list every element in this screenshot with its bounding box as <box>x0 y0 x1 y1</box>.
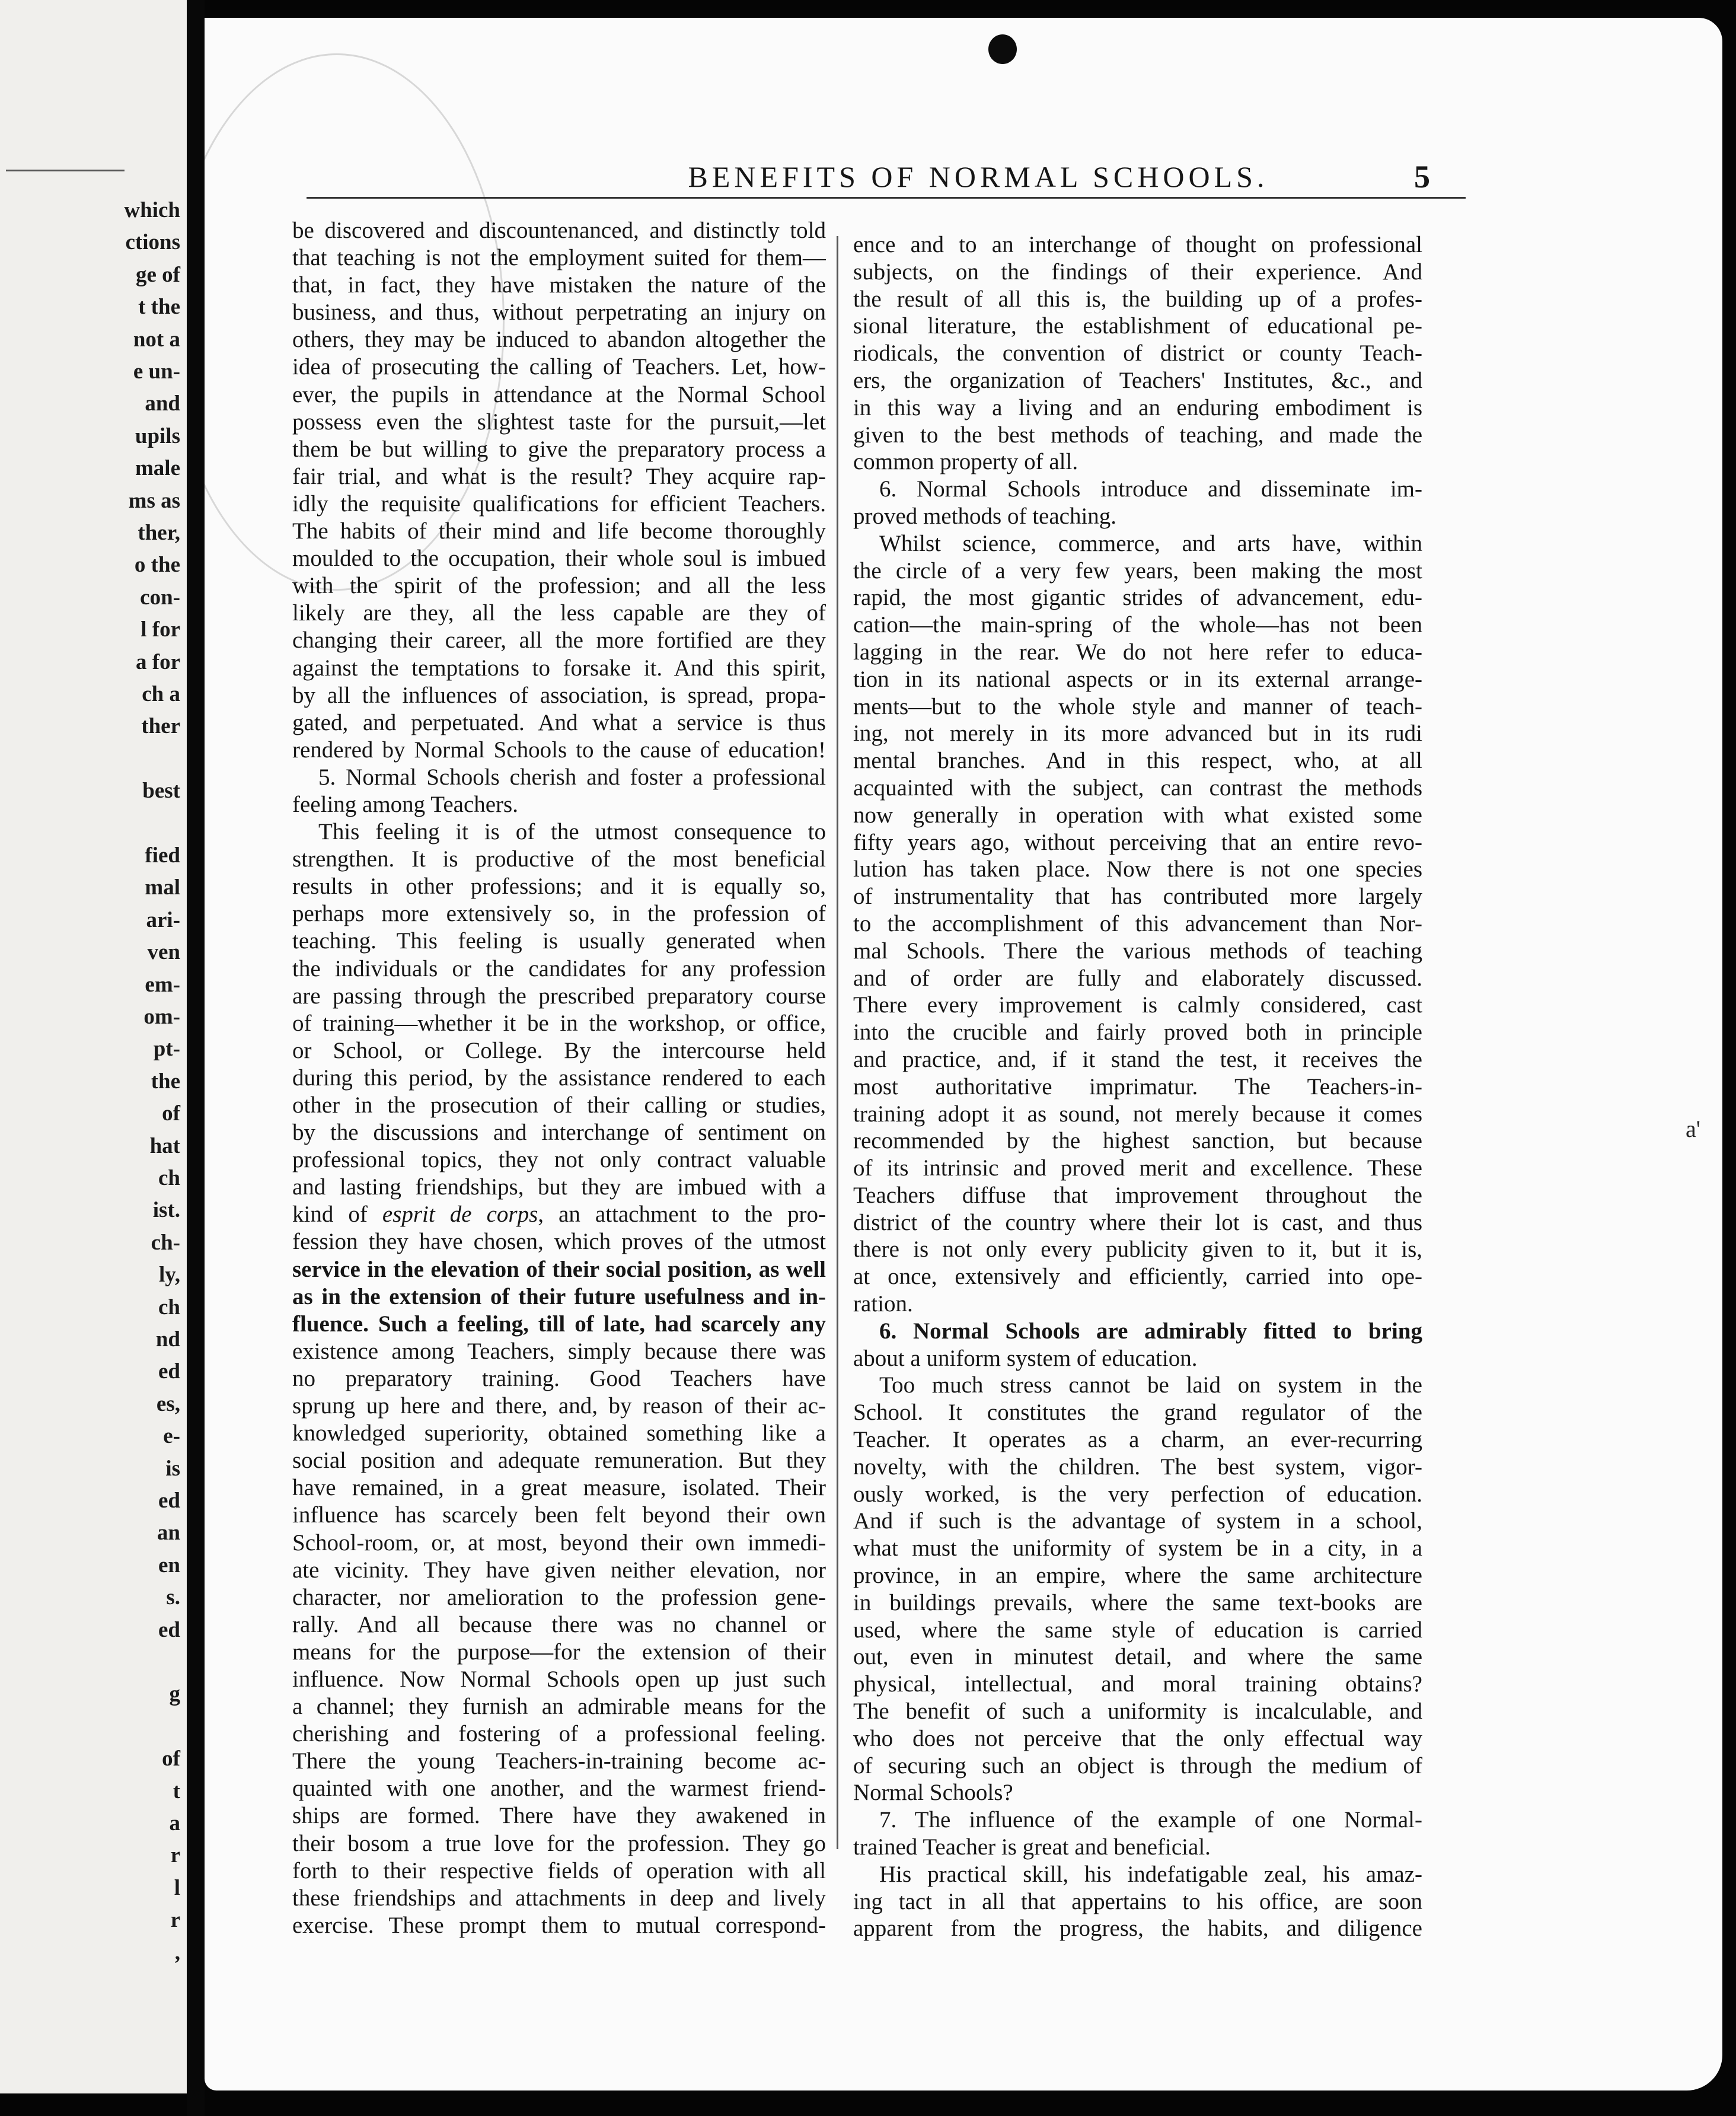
text-line: used, where the same style of education is carried <box>853 1617 1422 1643</box>
text-line: knowledged superiority, obtained something like a <box>292 1420 826 1446</box>
text-line: strengthen. It is productive of the most beneficial <box>292 846 826 872</box>
adjacent-page-word: s. <box>166 1585 180 1610</box>
adjacent-page-word: male <box>135 456 180 481</box>
text-line: at once, extensively and efficiently, carried into ope- <box>853 1264 1422 1290</box>
text-line: to the accomplishment of this advancement than Nor- <box>853 910 1422 936</box>
text-line: feeling among Teachers. <box>292 791 518 817</box>
text-line: ers, the organization of Teachers' Institutes, &c., and <box>853 367 1422 393</box>
text-line: sprung up here and there, and, by reason of their ac- <box>292 1393 826 1419</box>
running-header-title: BENEFITS OF NORMAL SCHOOLS. <box>688 160 1269 193</box>
adjacent-page-word <box>2 1967 180 2003</box>
adjacent-page-word: l for <box>141 617 180 642</box>
text-line: ence and to an interchange of thought on professional <box>853 232 1422 257</box>
text-line: their bosom a true love for the profession. They go <box>292 1830 826 1856</box>
text-line: cation—the main-spring of the whole—has not been <box>853 612 1422 638</box>
adjacent-page-word: fied <box>145 843 180 868</box>
adjacent-page-word <box>2 806 180 842</box>
adjacent-page-word: of <box>162 1747 180 1771</box>
text-line: 5. Normal Schools cherish and foster a professional <box>318 764 826 790</box>
text-line: teaching. This feeling is usually generated when <box>292 928 826 954</box>
text-line: There every improvement is calmly considered, cast <box>853 992 1422 1018</box>
text-line: Too much stress cannot be laid on system in the <box>879 1372 1422 1398</box>
text-line: have remained, in a great measure, isolated. Their <box>292 1475 826 1501</box>
text-line: ing, not merely in its more advanced but in its rudi <box>853 721 1422 747</box>
text-line: the circle of a very few years, been making the most <box>853 557 1422 584</box>
adjacent-page-word: ch <box>158 1166 180 1190</box>
text-line: tion in its national aspects or in its external arrange- <box>853 666 1422 692</box>
text-line: exercise. These prompt them to mutual correspond- <box>292 1912 826 1938</box>
text-line: about a uniform system of education. <box>853 1345 1198 1371</box>
text-line: This feeling it is of the utmost consequence to <box>318 819 826 845</box>
left-text-column <box>292 217 826 1939</box>
text-line: now generally in operation with what existed some <box>853 802 1422 828</box>
text-line: ing tact in all that appertains to his office, are soon <box>853 1888 1422 1914</box>
adjacent-page-word: upils <box>135 423 180 448</box>
text-line: Whilst science, commerce, and arts have, within <box>879 530 1422 556</box>
text-line: who does not perceive that the only effectual way <box>853 1725 1422 1751</box>
text-line: influence has scarcely been felt beyond their own <box>292 1502 826 1528</box>
text-line: fair trial, and what is the result? They acquire rap- <box>292 463 826 489</box>
adjacent-page-word: ist. <box>152 1198 180 1223</box>
text-line: novelty, with the children. The best system, vigor- <box>853 1454 1422 1480</box>
text-line: ously worked, is the very perfection of education. <box>853 1481 1422 1507</box>
text-line: what must the uniformity of system be in a city, in a <box>853 1535 1422 1561</box>
text-line: recommended by the highest sanction, but because <box>853 1128 1422 1154</box>
text-line: training adopt it as sound, not merely because it comes <box>853 1101 1422 1127</box>
text-line: ever, the pupils in attendance at the Normal School <box>292 381 826 407</box>
text-line: mental branches. And in this respect, who, at all <box>853 748 1422 774</box>
adjacent-page-word: em- <box>145 972 180 997</box>
text-line: them be but willing to give the preparatory process a <box>292 436 826 462</box>
italic-phrase: esprit de corps <box>382 1202 538 1228</box>
text-line: results in other professions; and it is equally so, <box>292 874 826 900</box>
adjacent-page-word: best <box>142 779 180 804</box>
adjacent-page-word: ther <box>141 714 180 739</box>
adjacent-page-word: ther, <box>138 521 180 545</box>
text-line: of its intrinsic and proved merit and excellence. These <box>853 1155 1422 1181</box>
text-line: lagging in the rear. We do not here refer to educa- <box>853 639 1422 665</box>
text-line: 7. The influence of the example of one Normal- <box>879 1807 1422 1833</box>
text-line: influence. Now Normal Schools open up just such <box>292 1666 826 1692</box>
text-line: ships are formed. There have they awakened in <box>292 1803 826 1829</box>
text-line: School. It constitutes the grand regulator of the <box>853 1400 1422 1426</box>
text-line: subjects, on the findings of their experience. And <box>853 259 1422 285</box>
text-line: of instrumentality that has contributed more largely <box>853 884 1422 910</box>
text-line: forth to their respective fields of operation with all <box>292 1857 826 1884</box>
text-line: and practice, and, if it stand the test, it receives the <box>853 1046 1422 1072</box>
text-line: possess even the slightest taste for the pursuit,—let <box>292 409 826 435</box>
adjacent-page-word: hat <box>149 1133 180 1158</box>
text-line: changing their career, all the more fortified are they <box>292 627 826 654</box>
text-line: that, in fact, they have mistaken the nature of the <box>292 272 826 298</box>
text-line: there is not only every publicity given to it, but it is, <box>853 1237 1422 1263</box>
text-line: most authoritative imprimatur. The Teachers-in- <box>853 1073 1422 1100</box>
adjacent-page-word: mal <box>145 875 180 900</box>
header-rule <box>307 197 1466 199</box>
text-line: district of the country where their lot is cast, and thus <box>853 1209 1422 1235</box>
adjacent-page-word: r <box>170 1843 180 1868</box>
text-line: the individuals or the candidates for any profession <box>292 955 826 981</box>
adjacent-page-word: not a <box>133 327 180 352</box>
text-line: The benefit of such a uniformity is incalculable, and <box>853 1698 1422 1725</box>
text-line: moulded to the occupation, their whole soul is imbued <box>292 546 826 572</box>
text-line: idea of prosecuting the calling of Teachers. Let, how- <box>292 354 826 380</box>
adjacent-page-word: ed <box>158 1617 180 1642</box>
adjacent-page-word: ly, <box>159 1263 180 1288</box>
text-line: sional literature, the establishment of educational pe- <box>853 313 1422 339</box>
text-line: Teachers diffuse that improvement throughout the <box>853 1182 1422 1208</box>
adjacent-page-word: om- <box>143 1005 180 1029</box>
text-line: existence among Teachers, simply because there was <box>292 1338 826 1364</box>
text-line: trained Teacher is great and beneficial. <box>853 1834 1211 1860</box>
adjacent-page-word: g <box>169 1682 180 1707</box>
adjacent-page-fragment <box>0 0 187 2093</box>
text-line: into the crucible and fairly proved both in principle <box>853 1019 1422 1046</box>
text-line: or School, or College. By the intercourse held <box>292 1037 826 1063</box>
text-line: ments—but to the whole style and manner of teach- <box>853 693 1422 719</box>
adjacent-page-word: l <box>174 1875 180 1900</box>
adjacent-page-word: is <box>165 1456 180 1481</box>
text-line: perhaps more extensively so, in the profession of <box>292 901 826 927</box>
text-line: fluence. Such a feeling, till of late, had scarcely any <box>292 1311 826 1337</box>
text-line: the result of all this is, the building up of a profes- <box>853 286 1422 312</box>
text-line: with the spirit of the profession; and all the less <box>292 573 826 599</box>
text-line: School-room, or, at most, beyond their own immedi- <box>292 1529 826 1556</box>
text-line: social position and adequate remuneration. But they <box>292 1448 826 1474</box>
adjacent-page-word: ch a <box>142 682 180 706</box>
text-line: these friendships and attachments in deep and lively <box>292 1885 826 1911</box>
text-line: given to the best methods of teaching, and made the <box>853 422 1422 448</box>
binding-hole <box>988 34 1017 64</box>
text-line: rally. And all because there was no channel or <box>292 1611 826 1637</box>
adjacent-page-word <box>2 1709 180 1745</box>
adjacent-page-word <box>2 741 180 777</box>
adjacent-page-word: pt- <box>153 1037 180 1062</box>
adjacent-page-word: con- <box>140 585 180 610</box>
adjacent-page-word: t the <box>138 295 180 320</box>
text-line: 6. Normal Schools introduce and disseminate im- <box>879 476 1422 502</box>
text-line: gated, and perpetuated. And what a service is thus <box>292 709 826 735</box>
text-line: common property of all. <box>853 449 1078 475</box>
text-line: and of order are fully and elaborately discussed. <box>853 965 1422 991</box>
text-line: ate vicinity. They have given neither elevation, nor <box>292 1557 826 1583</box>
adjacent-page-word <box>2 1645 180 1680</box>
adjacent-page-word: ctions <box>125 230 180 255</box>
text-line: proved methods of teaching. <box>853 503 1117 529</box>
text-line: are passing through the prescribed preparatory course <box>292 983 826 1009</box>
text-line: kind of esprit de corps, an attachment to the pro- <box>292 1202 826 1228</box>
text-line: physical, intellectual, and moral training obtains? <box>853 1671 1422 1697</box>
page-number: 5 <box>1414 159 1430 195</box>
text-line: others, they may be induced to abandon altogether the <box>292 327 826 353</box>
text-line: by all the influences of association, is spread, propa- <box>292 682 826 708</box>
margin-mark: a' <box>1686 1116 1700 1142</box>
text-line: rapid, the most gigantic strides of advancement, edu- <box>853 585 1422 611</box>
adjacent-page-word: e un- <box>133 359 180 384</box>
text-line: in buildings prevails, where the same text-books are <box>853 1589 1422 1615</box>
adjacent-page-word: r <box>170 1908 180 1933</box>
text-line: and lasting friendships, but they are imbued with a <box>292 1174 826 1200</box>
text-line: 6. Normal Schools are admirably fitted to bring <box>879 1318 1422 1344</box>
text-line: means for the purpose—for the extension of their <box>292 1639 826 1665</box>
text-line: cherishing and fostering of a professional feeling. <box>292 1721 826 1747</box>
adjacent-page-word: ch <box>158 1295 180 1320</box>
text-line: professional topics, they not only contract valuable <box>292 1147 826 1173</box>
adjacent-page-word: o the <box>134 553 180 578</box>
adjacent-page-rule <box>6 170 125 171</box>
text-line: fifty years ago, without perceiving that an entire revo- <box>853 829 1422 855</box>
adjacent-page-word: es, <box>156 1391 180 1416</box>
text-line: character, nor amelioration to the profession gene- <box>292 1584 826 1610</box>
text-line: There the young Teachers-in-training become ac- <box>292 1748 826 1774</box>
adjacent-page-word: ari- <box>146 907 180 932</box>
text-line: no preparatory training. Good Teachers have <box>292 1365 826 1391</box>
text-line: ration. <box>853 1291 913 1317</box>
adjacent-page-word: e- <box>163 1424 180 1449</box>
adjacent-page-word: which <box>124 198 180 222</box>
text-line: other in the prosecution of their calling or studies, <box>292 1092 826 1118</box>
adjacent-page-word: nd <box>155 1327 180 1352</box>
text-line: against the temptations to forsake it. And this spirit, <box>292 655 826 681</box>
adjacent-page-word: a <box>169 1811 180 1835</box>
text-line: The habits of their mind and life become thoroughly <box>292 518 826 544</box>
adjacent-page-word: and <box>145 391 180 416</box>
text-line: His practical skill, his indefatigable zeal, his amaz- <box>879 1861 1422 1887</box>
text-line: quainted with one another, and the warmest friend- <box>292 1776 826 1802</box>
text-line: rendered by Normal Schools to the cause of education! <box>292 737 826 763</box>
adjacent-page-word: an <box>157 1521 180 1545</box>
text-line: Normal Schools? <box>853 1780 1013 1806</box>
text-line: riodicals, the convention of district or county Teach- <box>853 340 1422 367</box>
text-line: out, even in minutest detail, and where the same <box>853 1644 1422 1670</box>
text-line: likely are they, all the less capable are they of <box>292 600 826 626</box>
text-line: a channel; they furnish an admirable means for the <box>292 1694 826 1720</box>
text-line: of training—whether it be in the workshop, or office, <box>292 1010 826 1036</box>
book-page <box>205 18 1722 2090</box>
text-line: be discovered and discountenanced, and distinctly told <box>292 218 826 243</box>
text-line: idly the requisite qualifications for efficient Teachers. <box>292 490 826 517</box>
text-line: as in the extension of their future usefulness and in- <box>292 1283 826 1309</box>
text-line: fession they have chosen, which proves of the utmost <box>292 1229 826 1255</box>
adjacent-page-word: of <box>162 1101 180 1126</box>
text-line: acquainted with the subject, can contrast the methods <box>853 775 1422 801</box>
text-line: of securing such an object is through the medium of <box>853 1752 1422 1779</box>
text-line: And if such is the advantage of system in a school, <box>853 1508 1422 1534</box>
text-line: Teacher. It operates as a charm, an ever-recurring <box>853 1427 1422 1453</box>
text-line: during this period, by the assistance rendered to each <box>292 1065 826 1091</box>
right-text-column <box>853 231 1422 1942</box>
adjacent-page-word: en <box>158 1553 180 1578</box>
text-line: mal Schools. There the various methods of teaching <box>853 938 1422 964</box>
book-gutter <box>187 0 205 2116</box>
adjacent-page-word: ed <box>158 1489 180 1513</box>
column-divider <box>837 236 838 1849</box>
adjacent-page-word: ed <box>158 1359 180 1384</box>
adjacent-page-word: , <box>174 1940 180 1965</box>
adjacent-page-word: ven <box>147 940 180 965</box>
text-line: apparent from the progress, the habits, and diligence <box>853 1916 1422 1942</box>
text-line: that teaching is not the employment suited for them— <box>292 245 826 271</box>
adjacent-page-word: a for <box>136 649 180 674</box>
text-line: lution has taken place. Now there is not one species <box>853 856 1422 882</box>
adjacent-page-word: ch- <box>151 1230 180 1255</box>
adjacent-page-word: the <box>151 1069 180 1094</box>
text-line: business, and thus, without perpetrating an injury on <box>292 299 826 326</box>
adjacent-page-word: ge of <box>136 262 180 287</box>
text-line: service in the elevation of their social position, as well <box>292 1256 826 1282</box>
adjacent-page-word: ms as <box>128 488 180 513</box>
text-line: province, in an empire, where the same architecture <box>853 1563 1422 1589</box>
text-line: in this way a living and an enduring embodiment is <box>853 394 1422 420</box>
adjacent-page-word: t <box>173 1779 180 1803</box>
text-line: by the discussions and interchange of sentiment on <box>292 1120 826 1146</box>
